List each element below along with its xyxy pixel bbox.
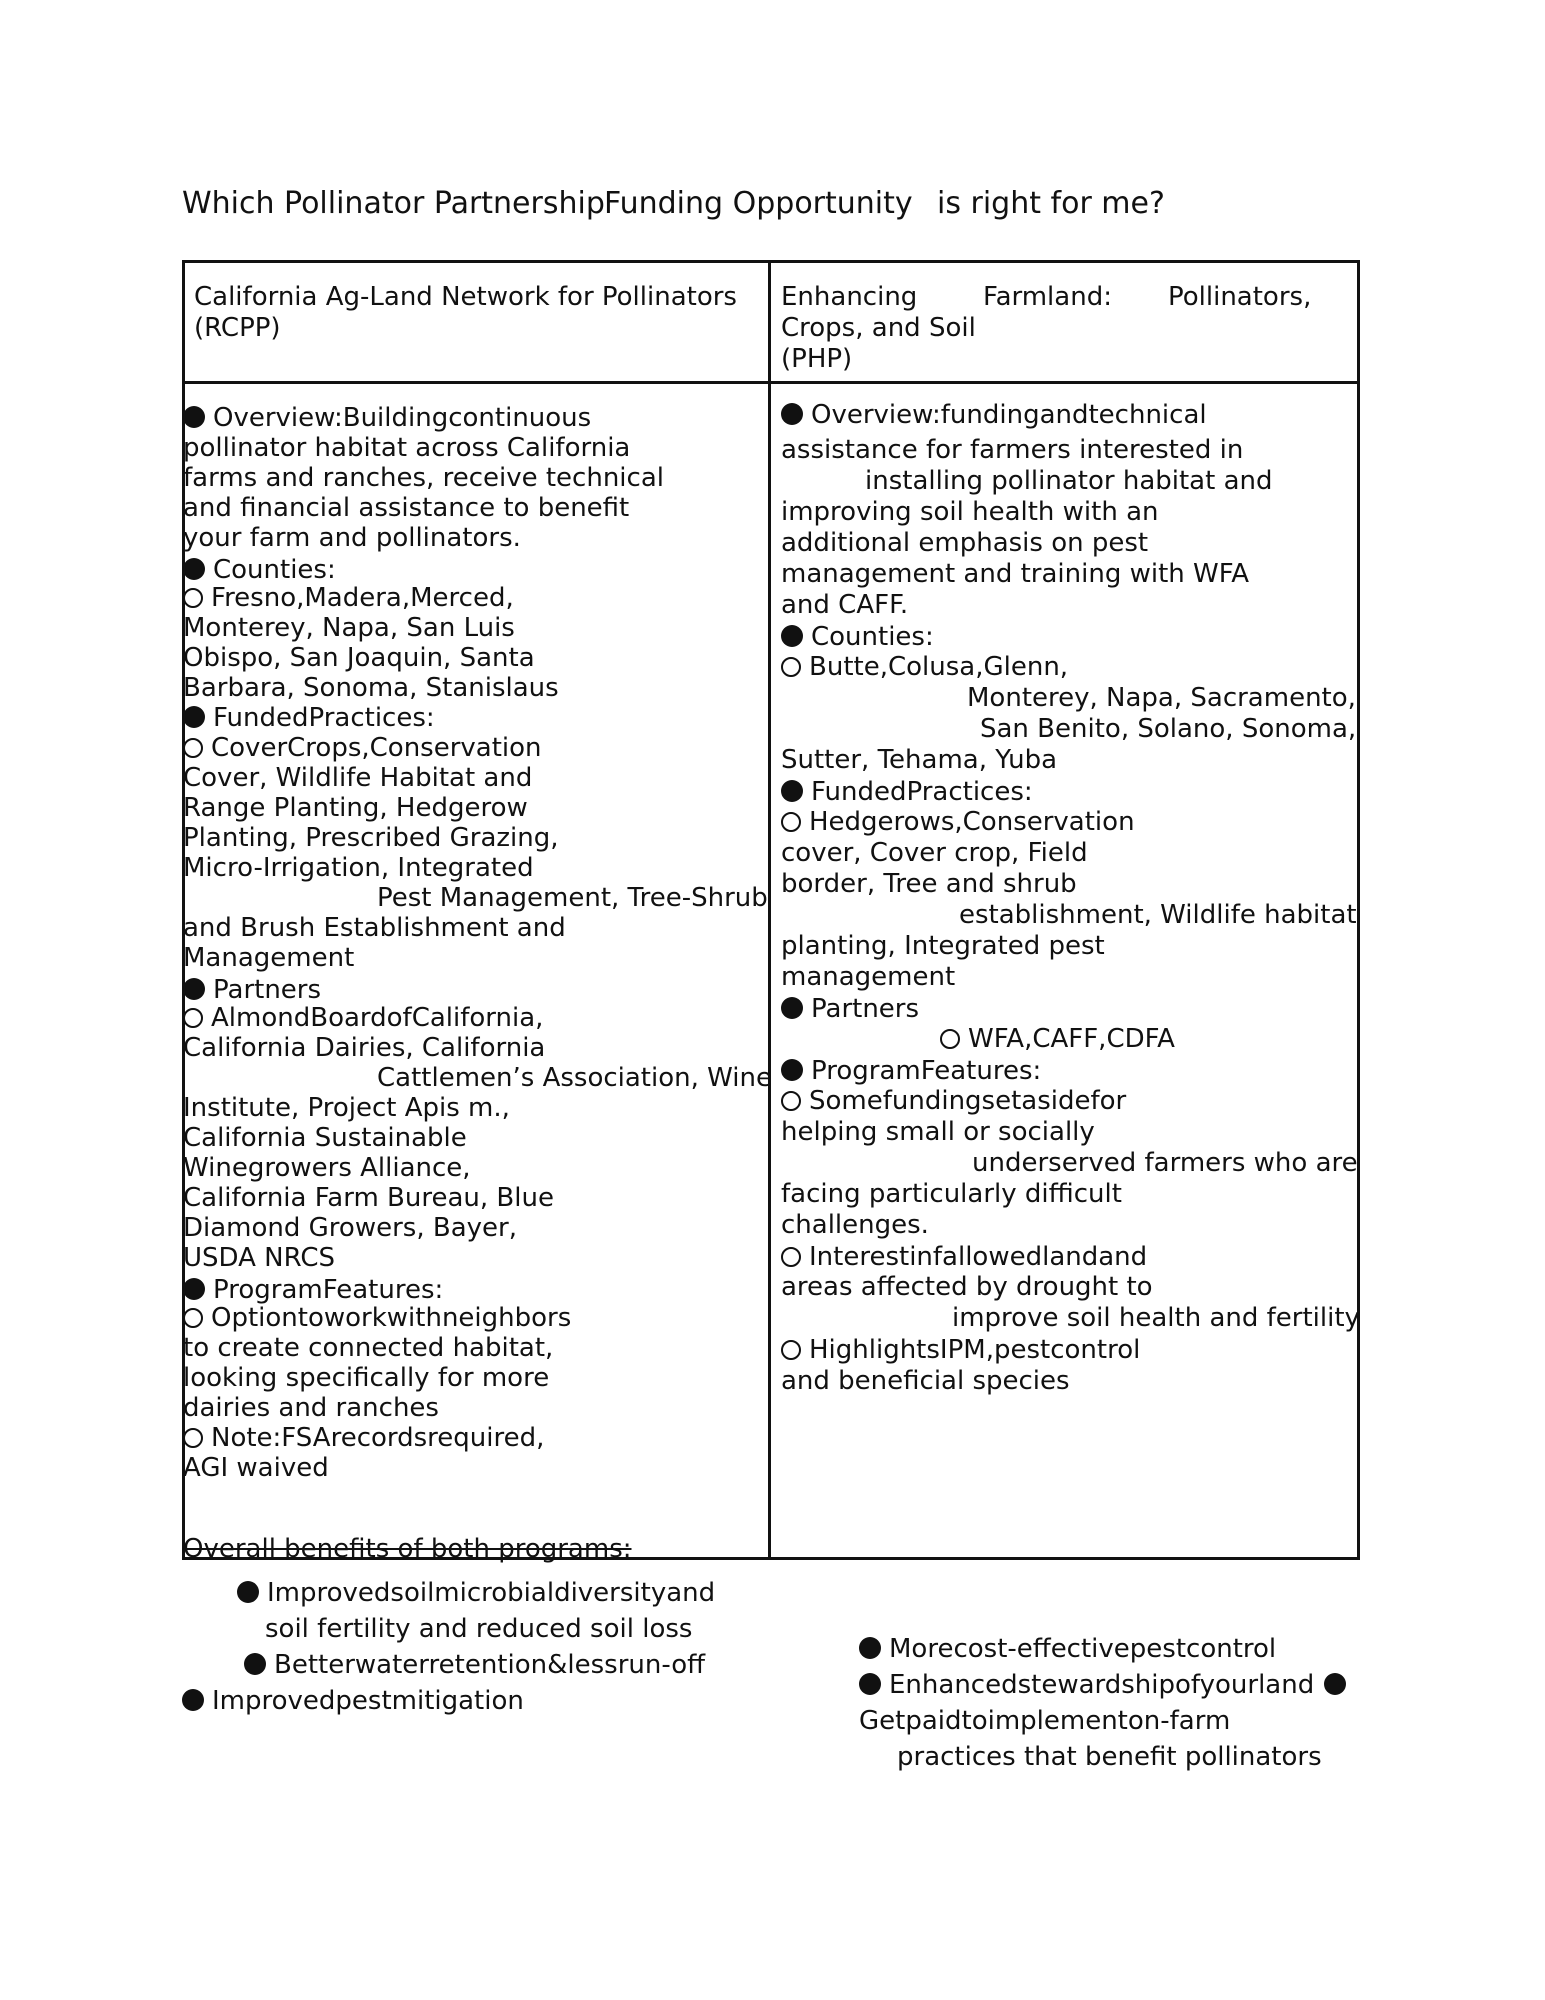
filled-bullet-icon xyxy=(182,1689,204,1711)
right-line-19: management xyxy=(781,962,956,992)
header-right-word-3: Pollinators, xyxy=(1168,282,1312,312)
left-line-17: Pest Management, Tree-Shrub xyxy=(377,883,768,913)
right-line-32: and beneficial species xyxy=(781,1366,1070,1396)
benefit-5: Enhancedstewardshipofyourland xyxy=(859,1670,1354,1700)
left-line-18: and Brush Establishment and xyxy=(183,913,566,943)
benefit-1: Improvedsoilmicrobialdiversityand xyxy=(237,1578,715,1608)
filled-bullet-icon xyxy=(781,625,803,647)
right-line-8: Counties: xyxy=(781,622,934,652)
filled-bullet-icon xyxy=(183,706,205,728)
left-line-2: pollinator habitat across California xyxy=(183,433,631,463)
right-line-18: planting, Integrated pest xyxy=(781,931,1105,961)
right-line-9: Butte,Colusa,Glenn, xyxy=(781,652,1068,682)
filled-bullet-icon xyxy=(237,1581,259,1603)
benefit-4: Morecost-effectivepestcontrol xyxy=(859,1634,1276,1664)
right-line-29: areas affected by drought to xyxy=(781,1272,1153,1302)
left-line-23: Cattlemen’s Association, Wine xyxy=(377,1063,772,1093)
left-line-28: Diamond Growers, Bayer, xyxy=(183,1213,517,1243)
benefit-6-cont: practices that benefit pollinators xyxy=(897,1742,1322,1772)
filled-bullet-icon xyxy=(859,1673,881,1695)
header-right-line-2: Crops, and Soil xyxy=(781,313,976,343)
left-line-27: California Farm Bureau, Blue xyxy=(183,1183,554,1213)
hollow-bullet-icon xyxy=(183,1008,203,1028)
column-divider xyxy=(768,260,771,1560)
header-left-code: (RCPP) xyxy=(194,313,281,343)
benefit-1-cont: soil fertility and reduced soil loss xyxy=(265,1614,693,1644)
filled-bullet-icon xyxy=(859,1637,881,1659)
left-line-16: Micro-Irrigation, Integrated xyxy=(183,853,534,883)
benefits-heading: Overall benefits of both programs: xyxy=(183,1534,632,1564)
right-line-25: underserved farmers who are xyxy=(972,1148,1358,1178)
header-right-code: (PHP) xyxy=(781,344,853,374)
left-line-14: Range Planting, Hedgerow xyxy=(183,793,528,823)
left-line-6: Counties: xyxy=(183,555,336,585)
filled-bullet-icon xyxy=(183,978,205,1000)
filled-bullet-icon xyxy=(781,997,803,1019)
right-line-11: San Benito, Solano, Sonoma, xyxy=(980,714,1357,744)
left-line-12: CoverCrops,Conservation xyxy=(183,733,542,763)
filled-bullet-icon xyxy=(781,403,803,425)
right-line-30: improve soil health and fertility xyxy=(952,1303,1360,1333)
right-line-17: establishment, Wildlife habitat xyxy=(959,900,1357,930)
left-line-33: looking specifically for more xyxy=(183,1363,550,1393)
right-line-24: helping small or socially xyxy=(781,1117,1095,1147)
left-line-20: Partners xyxy=(183,975,321,1005)
header-left-name: California Ag-Land Network for Pollinators xyxy=(194,282,737,312)
right-line-10: Monterey, Napa, Sacramento, xyxy=(967,683,1356,713)
right-line-1: Overview:fundingandtechnical xyxy=(781,400,1207,430)
right-line-16: border, Tree and shrub xyxy=(781,869,1077,899)
right-line-12: Sutter, Tehama, Yuba xyxy=(781,745,1058,775)
filled-bullet-icon xyxy=(183,558,205,580)
left-line-24: Institute, Project Apis m., xyxy=(183,1093,510,1123)
right-line-27: challenges. xyxy=(781,1210,929,1240)
right-line-22: ProgramFeatures: xyxy=(781,1056,1041,1086)
right-line-2: assistance for farmers interested in xyxy=(781,435,1244,465)
hollow-bullet-icon xyxy=(781,1247,801,1267)
filled-bullet-icon xyxy=(1324,1673,1346,1695)
filled-bullet-icon xyxy=(244,1653,266,1675)
left-line-3: farms and ranches, receive technical xyxy=(183,463,664,493)
filled-bullet-icon xyxy=(781,1059,803,1081)
hollow-bullet-icon xyxy=(781,1091,801,1111)
left-line-10: Barbara, Sonoma, Stanislaus xyxy=(183,673,559,703)
right-line-21: WFA,CAFF,CDFA xyxy=(940,1024,1175,1054)
right-line-4: improving soil health with an xyxy=(781,497,1159,527)
header-divider xyxy=(182,381,1360,384)
left-line-11: FundedPractices: xyxy=(183,703,435,733)
right-line-28: Interestinfallowedlandand xyxy=(781,1242,1147,1272)
filled-bullet-icon xyxy=(781,780,803,802)
left-line-8: Monterey, Napa, San Luis xyxy=(183,613,515,643)
right-line-5: additional emphasis on pest xyxy=(781,528,1149,558)
right-line-7: and CAFF. xyxy=(781,590,909,620)
left-line-22: California Dairies, California xyxy=(183,1033,546,1063)
left-line-36: AGI waived xyxy=(183,1453,329,1483)
benefit-2: Betterwaterretention&lessrun-off xyxy=(244,1650,705,1680)
right-line-31: HighlightsIPM,pestcontrol xyxy=(781,1335,1140,1365)
benefit-3: Improvedpestmitigation xyxy=(182,1686,524,1716)
left-line-13: Cover, Wildlife Habitat and xyxy=(183,763,533,793)
filled-bullet-icon xyxy=(183,406,205,428)
filled-bullet-icon xyxy=(183,1278,205,1300)
hollow-bullet-icon xyxy=(183,1428,203,1448)
left-line-26: Winegrowers Alliance, xyxy=(183,1153,471,1183)
left-line-30: ProgramFeatures: xyxy=(183,1275,443,1305)
left-line-1: Overview:Buildingcontinuous xyxy=(183,403,591,433)
hollow-bullet-icon xyxy=(940,1029,960,1049)
right-line-20: Partners xyxy=(781,994,919,1024)
right-line-6: management and training with WFA xyxy=(781,559,1250,589)
right-line-14: Hedgerows,Conservation xyxy=(781,807,1135,837)
header-right-word-2: Farmland: xyxy=(983,282,1112,312)
left-line-29: USDA NRCS xyxy=(183,1243,336,1273)
right-line-26: facing particularly difficult xyxy=(781,1179,1122,1209)
right-line-13: FundedPractices: xyxy=(781,777,1033,807)
hollow-bullet-icon xyxy=(781,657,801,677)
hollow-bullet-icon xyxy=(183,738,203,758)
left-line-35: Note:FSArecordsrequired, xyxy=(183,1423,544,1453)
title-part-1: Which Pollinator Partnership xyxy=(182,186,605,221)
title-part-3: is right for me? xyxy=(937,186,1165,221)
left-line-9: Obispo, San Joaquin, Santa xyxy=(183,643,535,673)
left-line-7: Fresno,Madera,Merced, xyxy=(183,583,514,613)
left-line-5: your farm and pollinators. xyxy=(183,523,521,553)
right-line-3: installing pollinator habitat and xyxy=(865,466,1273,496)
hollow-bullet-icon xyxy=(781,812,801,832)
header-right-word-1: Enhancing xyxy=(781,282,918,312)
left-line-34: dairies and ranches xyxy=(183,1393,439,1423)
left-line-31: Optiontoworkwithneighbors xyxy=(183,1303,571,1333)
left-line-25: California Sustainable xyxy=(183,1123,467,1153)
left-line-15: Planting, Prescribed Grazing, xyxy=(183,823,559,853)
hollow-bullet-icon xyxy=(183,1308,203,1328)
left-line-19: Management xyxy=(183,943,355,973)
left-line-21: AlmondBoardofCalifornia, xyxy=(183,1003,543,1033)
hollow-bullet-icon xyxy=(781,1340,801,1360)
hollow-bullet-icon xyxy=(183,588,203,608)
left-line-32: to create connected habitat, xyxy=(183,1333,554,1363)
right-line-23: Somefundingsetasidefor xyxy=(781,1086,1126,1116)
title-part-2: Funding Opportunity xyxy=(604,186,913,221)
benefit-6: Getpaidtoimplementon-farm xyxy=(859,1706,1231,1736)
right-line-15: cover, Cover crop, Field xyxy=(781,838,1088,868)
left-line-4: and financial assistance to benefit xyxy=(183,493,630,523)
